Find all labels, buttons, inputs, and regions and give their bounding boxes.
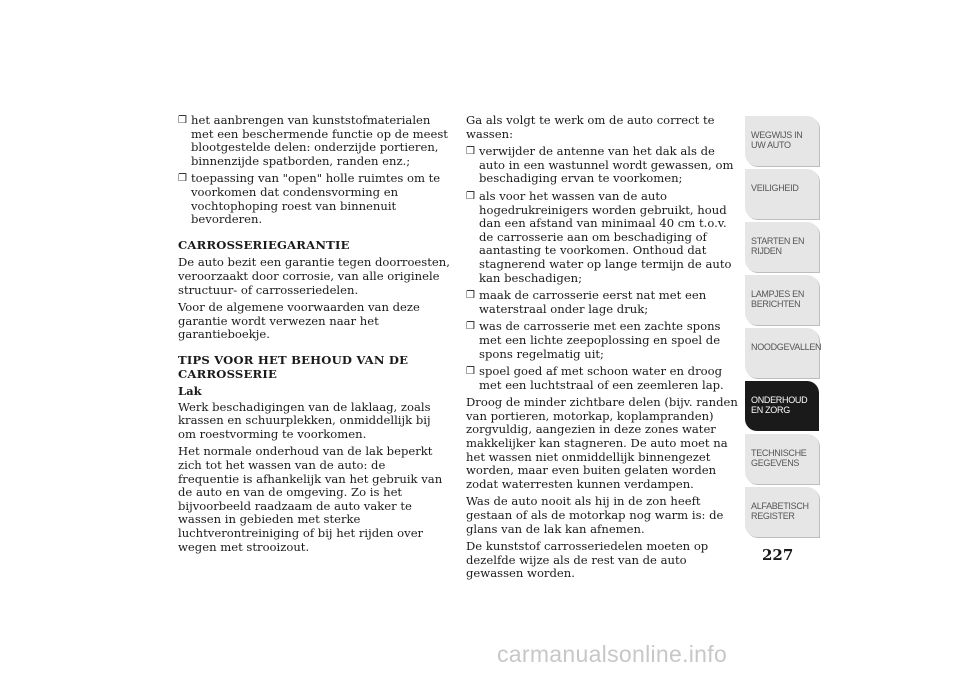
paragraph: Was de auto nooit als hij in de zon heeft gestaan of als de motorkap nog warm is: de glans van de lak kan afnemen. bbox=[466, 494, 724, 536]
right-column bbox=[466, 114, 742, 585]
list-item bbox=[466, 289, 742, 316]
tab-onderhoud[interactable] bbox=[745, 381, 819, 431]
tab-lampjes[interactable] bbox=[745, 275, 819, 325]
tab-label: TECHNISCHE GEGEVENS bbox=[751, 448, 807, 468]
bullet-text: toepassing van "open" holle ruimtes om te voorkomen dat condensvorming en vochtophoping roest van binnenuit bevorderen. bbox=[191, 171, 441, 227]
list-item bbox=[466, 145, 742, 186]
tab-technische[interactable] bbox=[745, 434, 819, 484]
tab-register[interactable] bbox=[745, 487, 819, 537]
checkbox-bullet-icon: ❒ bbox=[466, 321, 475, 333]
tab-noodgevallen[interactable] bbox=[745, 328, 822, 378]
bullet-text: verwijder de antenne van het dak als de auto in een wastunnel wordt gewassen, om beschadiging ervan te voorkomen; bbox=[479, 144, 734, 186]
checkbox-bullet-icon: ❒ bbox=[178, 115, 187, 126]
tab-veiligheid[interactable] bbox=[745, 169, 819, 219]
list-item bbox=[466, 365, 742, 392]
watermark: carmanualsonline.info bbox=[497, 641, 728, 667]
checkbox-bullet-icon: ❒ bbox=[178, 173, 187, 185]
bullet-text: spoel goed af met schoon water en droog met een luchtstraal of een zeemleren lap. bbox=[479, 364, 724, 392]
paragraph: Droog de minder zichtbare delen (bijv. randen van portieren, motorkap, koplampranden) zorgvuldig, aangezien in deze zones water makkelijker kan stagneren. De auto moet na het wassen niet onmiddellijk binnengezet worden, maar even buiten gelaten worden zodat waterresten kunnen verdampen. bbox=[466, 395, 738, 491]
section-heading-tips: TIPS VOOR HET BEHOUD VAN DE CARROSSERIE bbox=[178, 352, 409, 381]
bullet-text: maak de carrosserie eerst nat met een waterstraal onder lage druk; bbox=[479, 288, 707, 316]
checkbox-bullet-icon: ❒ bbox=[466, 366, 475, 378]
paragraph: Het normale onderhoud van de lak beperkt zich tot het wassen van de auto: de frequentie is afhankelijk van het gebruik van de auto en van de omgeving. Zo is het bijvoorbeeld raadzaam de auto vaker te wassen in gebieden met sterke luchtverontreiniging of bij het rijden over wegen met strooizout. bbox=[178, 444, 443, 554]
left-column bbox=[178, 114, 450, 558]
checkbox-bullet-icon: ❒ bbox=[466, 290, 475, 302]
section-heading-guarantee: CARROSSERIEGARANTIE bbox=[178, 237, 350, 252]
tab-wegwijs[interactable] bbox=[745, 116, 819, 166]
paragraph: Voor de algemene voorwaarden van deze garantie wordt verwezen naar het garantieboekje. bbox=[178, 300, 420, 342]
tab-label: VEILIGHEID bbox=[751, 183, 799, 193]
tab-label: NOODGEVALLEN bbox=[751, 342, 822, 352]
checkbox-bullet-icon: ❒ bbox=[466, 190, 475, 202]
bullet-text: het aanbrengen van kunststofmaterialen met een beschermende functie op de meest blootgestelde delen: onderzijde portieren, binnenzijde spatborden, randen enz.; bbox=[191, 113, 448, 168]
tab-label: ALFABETISCH REGISTER bbox=[751, 501, 809, 521]
bullet-text: was de carrosserie met een zachte spons met een lichte zeepoplossing en spoel de spons regelmatig uit; bbox=[479, 319, 721, 361]
section-tabs bbox=[745, 116, 822, 540]
tab-starten[interactable] bbox=[745, 222, 819, 272]
list-item bbox=[178, 172, 450, 226]
tab-label: WEGWIJS IN UW AUTO bbox=[751, 130, 803, 150]
paragraph: De auto bezit een garantie tegen doorroesten, veroorzaakt door corrosie, van alle originele structuur- of carrosseriedelen. bbox=[178, 255, 450, 297]
list-item bbox=[466, 320, 742, 361]
checkbox-bullet-icon: ❒ bbox=[466, 146, 475, 158]
list-item bbox=[178, 114, 450, 168]
paragraph-intro: Ga als volgt te werk om de auto correct te wassen: bbox=[466, 113, 715, 141]
paragraph: De kunststof carrosseriedelen moeten op dezelfde wijze als de rest van de auto gewassen worden. bbox=[466, 539, 709, 581]
page-number: 227 bbox=[762, 546, 794, 564]
list-item bbox=[466, 190, 742, 285]
tab-label: LAMPJES EN BERICHTEN bbox=[751, 289, 805, 309]
subheading-lak: Lak bbox=[178, 384, 202, 399]
tab-label: ONDERHOUD EN ZORG bbox=[751, 395, 808, 415]
paragraph: Werk beschadigingen van de laklaag, zoals krassen en schuurplekken, onmiddellijk bij om roestvorming te voorkomen. bbox=[178, 399, 431, 441]
bullet-text: als voor het wassen van de auto hogedrukreinigers worden gebruikt, houd dan een afstand van minimaal 40 cm t.o.v. de carrosserie aan om beschadiging of aantasting te voorkomen. Onthoud dat stagnerend water op lange termijn de auto kan beschadigen; bbox=[479, 188, 732, 285]
tab-label: STARTEN EN RIJDEN bbox=[751, 236, 805, 256]
